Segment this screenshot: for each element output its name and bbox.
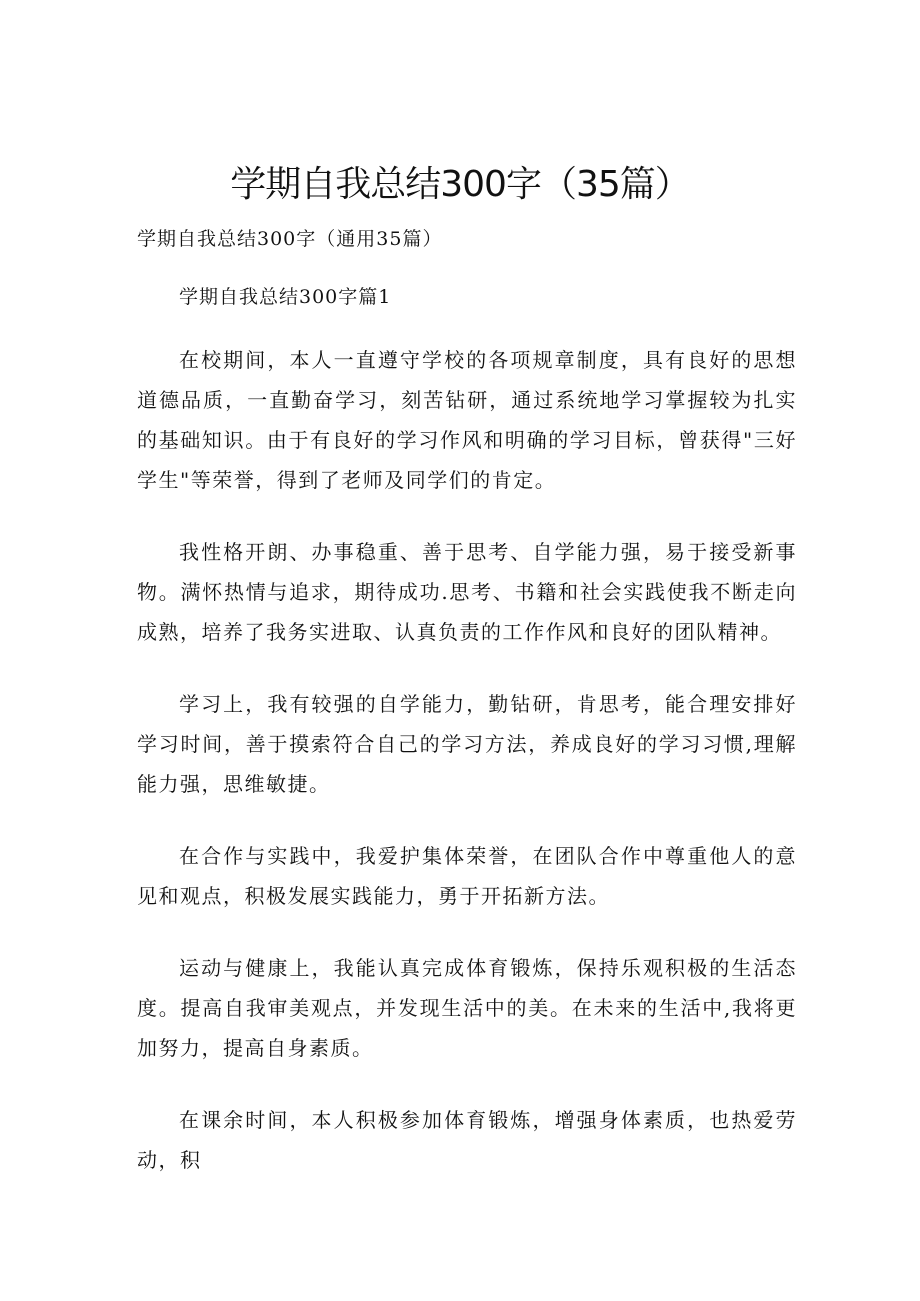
paragraph: 学习上，我有较强的自学能力，勤钻研，肯思考，能合理安排好学习时间，善于摸索符合自己的学习方法，养成良好的学习习惯,理解能力强，思维敏捷。 <box>137 692 797 796</box>
paragraph: 在校期间，本人一直遵守学校的各项规章制度，具有良好的思想道德品质，一直勤奋学习，刻苦钻研，通过系统地学习掌握较为扎实的基础知识。由于有良好的学习作风和明确的学习目标，曾获得"三好学生"等荣誉，得到了老师及同学们的肯定。 <box>137 348 797 492</box>
document-body <box>137 340 797 1172</box>
paragraph: 我性格开朗、办事稳重、善于思考、自学能力强，易于接受新事物。满怀热情与追求，期待成功.思考、书籍和社会实践使我不断走向成熟，培养了我务实进取、认真负责的工作作风和良好的团队精神。 <box>137 540 797 644</box>
document-subtitle: 学期自我总结300字（通用35篇） <box>137 228 443 250</box>
paragraph: 在课余时间，本人积极参加体育锻炼，增强身体素质，也热爱劳动，积 <box>137 1108 797 1172</box>
paragraph: 运动与健康上，我能认真完成体育锻炼，保持乐观积极的生活态度。提高自我审美观点，并发现生活中的美。在未来的生活中,我将更加努力，提高自身素质。 <box>137 956 797 1060</box>
section-heading: 学期自我总结300字篇1 <box>179 286 392 308</box>
document-title: 学期自我总结300字（35篇） <box>230 164 690 205</box>
paragraph: 在合作与实践中，我爱护集体荣誉，在团队合作中尊重他人的意见和观点，积极发展实践能力，勇于开拓新方法。 <box>137 844 797 908</box>
